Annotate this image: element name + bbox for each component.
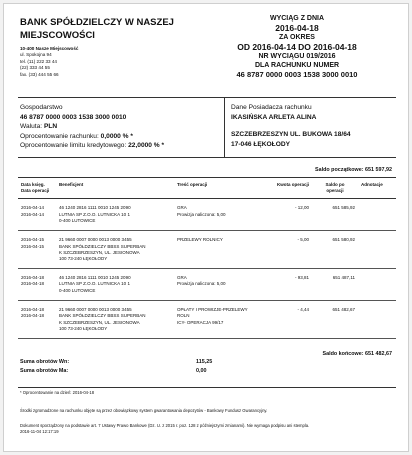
account-number: 46 8787 0000 0003 1538 3000 0010	[20, 113, 127, 121]
statement-account-label: DLA RACHUNKU NUMER	[254, 62, 340, 69]
row-note	[358, 231, 396, 269]
header-amount: Kwota operacji	[262, 178, 312, 199]
row-amount: - 12,00	[262, 199, 312, 231]
table-row	[18, 269, 396, 301]
header-details: Treść operacji	[174, 178, 262, 199]
statement-title: WYCIĄG Z DNIA	[269, 15, 325, 22]
legal-note: Dokument sporządzony na podstawie art. 7 Ustawy Prawo Bankowe (Dz. U. z 2015 r. poz. 128 z późniejszymi zmianami). Nie wymaga podpisu ani stempla. 2016-11-04 12:17:19	[20, 423, 396, 435]
debit-total-row	[20, 359, 220, 365]
currency-row	[20, 122, 220, 132]
interest-label: Oprocentowanie rachunku:	[20, 132, 99, 140]
credit-total-label: Suma obrotów Ma:	[20, 368, 69, 374]
row-beneficiary: 21 9660 0007 0000 0013 0000 3455 BANK SPÓŁDZIELCZY BBSS SUPERBAN K SZCZEBRZESZYN, UL. JESIONOWA 100 73-240 ŁĘKOŁODY	[56, 231, 174, 269]
bank-address-line: ul. Spokojna 94	[20, 52, 52, 58]
header-balance: Saldo po operacji	[312, 178, 358, 199]
header-date: Data księg. Data operacji	[18, 178, 56, 199]
owner-city: 17-046 ŁĘKOŁODY	[231, 140, 290, 148]
interest-row	[20, 132, 220, 142]
bank-address-line: 10-400 Nasze Miejscowość	[20, 46, 79, 51]
limit-label: Oprocentowanie limitu kredytowego:	[20, 142, 127, 150]
row-dates: 2016-04-14 2016-04-14	[18, 199, 56, 231]
owner-name: IKASIŃSKA ARLETA ALINA	[231, 113, 317, 121]
row-dates: 2016-04-18 2016-04-18	[18, 301, 56, 339]
footer-divider	[18, 387, 396, 388]
row-note	[358, 301, 396, 339]
row-details: PRZELEWY ROLNICY	[174, 231, 262, 269]
row-details: GRA Prowizja naliczona: 5,00	[174, 199, 262, 231]
row-beneficiary: 21 9660 0007 0000 0013 0000 3455 BANK SPÓŁDZIELCZY BBSS SUPERBAN K SZCZEBRZESZYN, UL. JESIONOWA 100 73-240 ŁĘKOŁODY	[56, 301, 174, 339]
account-bottom-divider	[18, 157, 396, 158]
credit-total-value: 0,00	[196, 368, 207, 374]
opening-balance: Saldo początkowe: 651 597,92	[314, 167, 392, 173]
interest-footnote: * Oprocentowanie na dzień: 2016-04-18	[20, 390, 95, 395]
statement-page	[3, 3, 409, 452]
owner-label: Dane Posiadacza rachunku	[231, 104, 312, 111]
table-header	[18, 178, 396, 199]
print-timestamp: 2016-11-04 12:17:19	[20, 428, 59, 434]
row-amount: - 93,81	[262, 269, 312, 301]
guarantee-note: Środki zgromadzone na rachunku objęte są przez obowiązkowy system gwarantowania depozytów - Bankowy Fundusz Gwarancyjny.	[20, 408, 268, 413]
closing-balance: Saldo końcowe: 651 482,67	[322, 351, 392, 357]
table-row	[18, 199, 396, 231]
row-balance: 651 585,92	[312, 199, 358, 231]
row-dates: 2016-04-15 2016-04-15	[18, 231, 56, 269]
operations-table	[18, 177, 396, 339]
row-amount: - 5,00	[262, 231, 312, 269]
currency-label: Waluta:	[20, 123, 43, 131]
row-amount: - 4,44	[262, 301, 312, 339]
row-note	[358, 269, 396, 301]
interest-value: 0,0000 % *	[100, 132, 133, 140]
credit-total-row	[20, 368, 220, 374]
owner-info	[231, 103, 401, 149]
row-balance: 651 580,92	[312, 231, 358, 269]
statement-date: 2016-04-18	[275, 23, 319, 33]
row-balance: 651 482,67	[312, 301, 358, 339]
owner-street: SZCZEBRZESZYN UL. BUKOWA 18/64	[231, 131, 351, 139]
statement-header	[202, 14, 392, 79]
statement-number: NR WYCIĄGU 019/2016	[258, 53, 336, 60]
row-note	[358, 199, 396, 231]
bank-name: BANK SPÓŁDZIELCZY W NASZEJ MIEJSCOWOŚCI	[20, 17, 174, 41]
statement-account: 46 8787 0000 0003 1538 3000 0010	[236, 70, 358, 79]
header-note: Adnotacje	[358, 178, 396, 199]
table-row	[18, 301, 396, 339]
row-details: GRA Prowizja naliczona: 5,00	[174, 269, 262, 301]
limit-row	[20, 141, 220, 151]
row-beneficiary: 46 1240 2816 1111 0010 1245 2090 LUTNIA SP Z.O.O. LUTNICKA 10 1 0-400 LUTOWICE	[56, 269, 174, 301]
row-balance: 651 487,11	[312, 269, 358, 301]
row-details: OPŁATY I PROWIZJE-PRZELEWY ROLN ICY- OPERACJA 99/17	[174, 301, 262, 339]
account-type: Gospodarstwo	[20, 104, 63, 111]
limit-value: 22,0000 % *	[128, 142, 165, 150]
bank-address-line: fax. (33) 444 55 66	[20, 71, 59, 77]
debit-total-label: Suma obrotów Wn:	[20, 359, 70, 365]
debit-total-value: 115,25	[196, 359, 213, 365]
bank-address	[20, 46, 78, 78]
account-divider	[224, 97, 225, 157]
header-divider	[18, 97, 396, 98]
currency-value: PLN	[43, 123, 58, 131]
bank-address-line: (22) 333 44 55	[20, 65, 50, 71]
statement-period: OD 2016-04-14 DO 2016-04-18	[237, 42, 357, 52]
row-beneficiary: 46 1240 2816 1111 0010 1245 2090 LUTNIA SP Z.O.O. LUTNICKA 10 1 0-400 LUTOWICE	[56, 199, 174, 231]
bank-address-line: tel. (11) 222 33 44	[20, 58, 57, 64]
row-dates: 2016-04-18 2016-04-18	[18, 269, 56, 301]
header-beneficiary: Beneficjent	[56, 178, 174, 199]
statement-period-label: ZA OKRES	[279, 34, 315, 41]
account-info	[20, 103, 220, 151]
table-row	[18, 231, 396, 269]
